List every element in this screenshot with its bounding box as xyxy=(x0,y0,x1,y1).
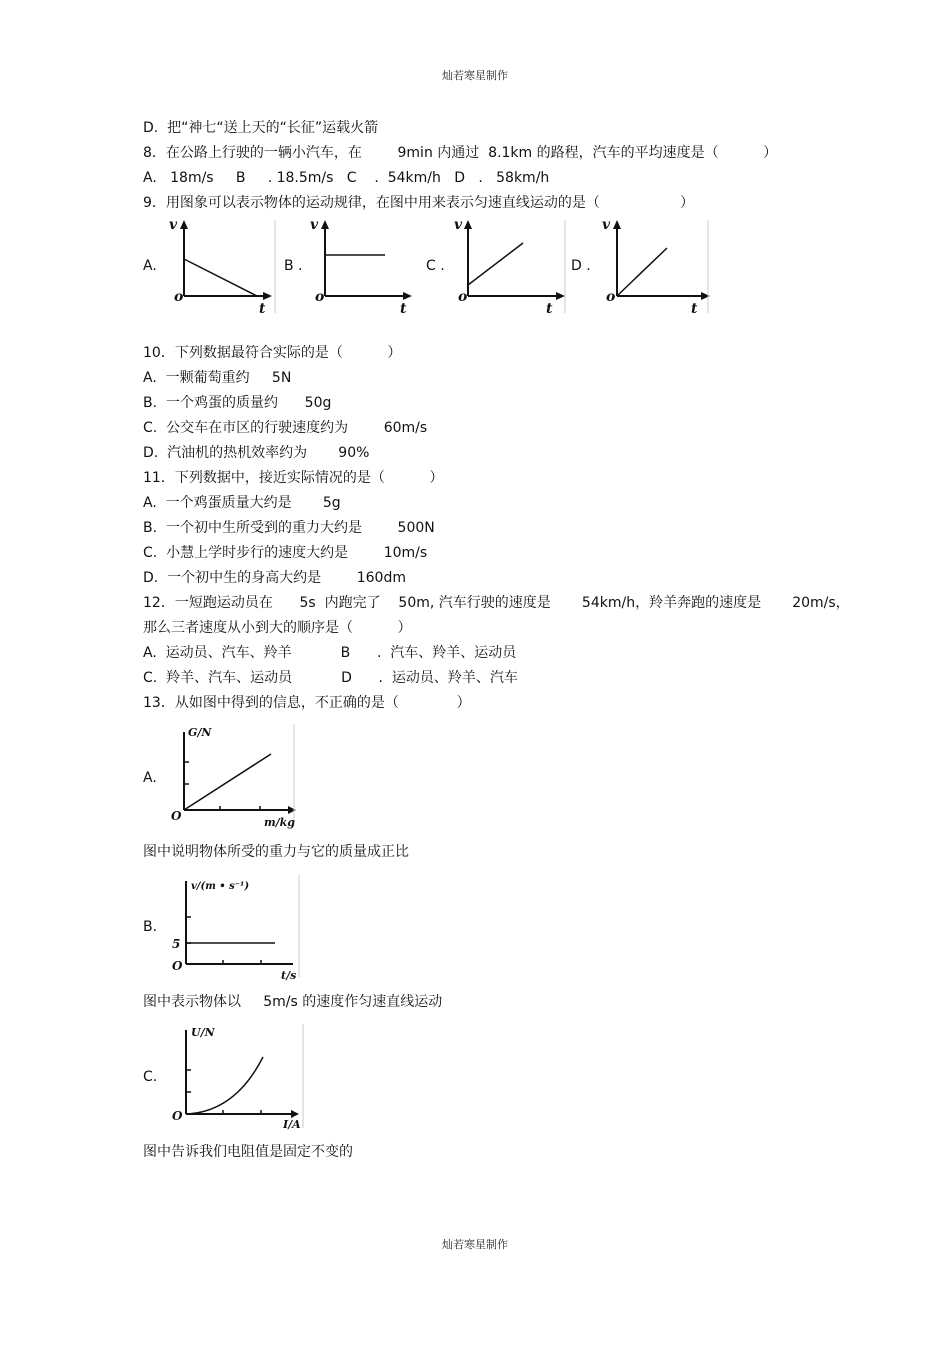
q13a-origin: O xyxy=(171,809,182,823)
q13-graph-b xyxy=(165,873,305,981)
q12-options-cd: C. 羚羊、汽车、运动员 D . 运动员、羚羊、汽车 xyxy=(143,670,518,686)
q9d-origin: o xyxy=(606,289,616,305)
q10-stem: 10．下列数据最符合实际的是（ ） xyxy=(143,345,402,361)
q12-stem: 12．一短跑运动员在 5s 内跑完了 50m, 汽车行驶的速度是 54km/h，羚羊奔跑的速度是 20m/s， xyxy=(143,595,850,611)
q13-label-b: B. xyxy=(143,919,158,935)
q9b-y-label: v xyxy=(310,217,319,233)
q12-options-ab: A. 运动员、汽车、羚羊 B . 汽车、羚羊、运动员 xyxy=(143,645,517,661)
q9b-origin: o xyxy=(315,289,325,305)
q11-option-a: A. 一个鸡蛋质量大约是 5g xyxy=(143,495,341,511)
q9-graph-c xyxy=(448,215,573,315)
q13-stem: 13．从如图中得到的信息，不正确的是（ ） xyxy=(143,695,471,711)
page-footer: 灿若寒星制作 xyxy=(442,1238,508,1251)
q13c-y-label: U/N xyxy=(191,1026,215,1039)
q13-c-description: 图中告诉我们电阻值是固定不变的 xyxy=(143,1144,353,1160)
q9c-x-label: t xyxy=(546,301,553,317)
q9-graph-d xyxy=(595,215,715,315)
q13-label-a: A. xyxy=(143,770,157,786)
q13b-origin: O xyxy=(172,959,183,973)
q11-option-d: D. 一个初中生的身高大约是 160dm xyxy=(143,570,406,586)
q10-option-d: D. 汽油机的热机效率约为 90% xyxy=(143,445,370,461)
q13b-y-label: v/(m • s⁻¹) xyxy=(191,881,250,892)
q13c-origin: O xyxy=(172,1109,183,1123)
q13c-x-label: I/A xyxy=(283,1118,301,1131)
page-header: 灿若寒星制作 xyxy=(442,69,508,82)
q13-label-c: C. xyxy=(143,1069,158,1085)
q13a-x-label: m/kg xyxy=(264,816,295,829)
q9-graph-a xyxy=(165,215,280,315)
q13b-tick: 5 xyxy=(172,937,181,951)
q9b-x-label: t xyxy=(400,301,407,317)
q10-option-a: A. 一颗葡萄重约 5N xyxy=(143,370,292,386)
q9a-x-label: t xyxy=(259,301,266,317)
q13-graph-c xyxy=(165,1022,310,1132)
q8-options: A. 18m/s B . 18.5m/s C . 54km/h D . 58km/h xyxy=(143,170,550,186)
q11-stem: 11．下列数据中，接近实际情况的是（ ） xyxy=(143,470,444,486)
q13-a-description: 图中说明物体所受的重力与它的质量成正比 xyxy=(143,844,409,860)
q13b-x-label: t/s xyxy=(281,969,297,982)
q9-graph-b xyxy=(305,215,420,315)
q9-label-b: B . xyxy=(284,258,303,274)
q11-option-c: C. 小慧上学时步行的速度大约是 10m/s xyxy=(143,545,428,561)
q12-stem-cont: 那么三者速度从小到大的顺序是（ ） xyxy=(143,620,412,636)
q9-label-a: A. xyxy=(143,258,157,274)
q8-stem: 8．在公路上行驶的一辆小汽车，在 9min 内通过 8.1km 的路程，汽车的平均速度是（ ） xyxy=(143,145,778,161)
q9-stem: 9．用图象可以表示物体的运动规律，在图中用来表示匀速直线运动的是（ ） xyxy=(143,195,695,211)
q9-label-c: C . xyxy=(426,258,445,274)
q13-b-description: 图中表示物体以 5m/s 的速度作匀速直线运动 xyxy=(143,994,443,1010)
q9-label-d: D . xyxy=(571,258,591,274)
q9c-origin: o xyxy=(458,289,468,305)
q7-option-d: D. 把“神七“送上天的“长征”运载火箭 xyxy=(143,120,379,136)
q13-graph-a xyxy=(165,722,300,830)
q13a-y-label: G/N xyxy=(188,726,212,739)
q9d-x-label: t xyxy=(691,301,698,317)
q10-option-b: B. 一个鸡蛋的质量约 50g xyxy=(143,395,332,411)
q9a-origin: o xyxy=(174,289,184,305)
q9a-y-label: v xyxy=(169,217,178,233)
q10-option-c: C. 公交车在市区的行驶速度约为 60m/s xyxy=(143,420,428,436)
q9d-y-label: v xyxy=(602,217,611,233)
q9c-y-label: v xyxy=(454,217,463,233)
q11-option-b: B. 一个初中生所受到的重力大约是 500N xyxy=(143,520,435,536)
